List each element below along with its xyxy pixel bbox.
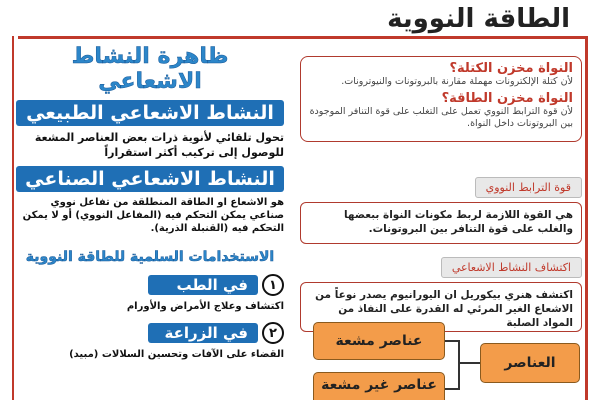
natural-radioactivity-banner: النشاط الاشعاعي الطبيعي bbox=[16, 100, 284, 126]
elements-connector-top bbox=[445, 340, 460, 342]
use-title-agriculture: في الزراعة bbox=[148, 323, 258, 343]
non-radioactive-elements-box: عناصر غير مشعة bbox=[313, 372, 445, 400]
natural-radioactivity-text: تحول تلقائي لأنوية ذرات بعض العناصر المشعة للوصول إلى تركيب أكثر استقراراً bbox=[34, 131, 284, 159]
nucleus-energy-question: النواة مخزن الطاقة؟ bbox=[441, 91, 573, 106]
elements-root-box: العناصر bbox=[480, 343, 580, 383]
peaceful-uses-heading: الاستخدامات السلمية للطاقة النووية bbox=[25, 249, 275, 265]
nucleus-mass-question: النواة مخزن الكتلة؟ bbox=[449, 61, 573, 76]
radioactive-elements-box: عناصر مشعة bbox=[313, 322, 445, 360]
radioactivity-heading: ظاهرة النشاط الاشعاعي bbox=[71, 44, 229, 94]
use-title-medicine: في الطب bbox=[148, 275, 258, 295]
right-border-line bbox=[585, 36, 588, 400]
binding-force-text: هي القوة اللازمة لربط مكونات النواة ببعضها والغلب على قوة التنافر بين البروتونات. bbox=[300, 202, 582, 244]
elements-connector-bottom bbox=[445, 388, 460, 390]
elements-connector-h bbox=[460, 362, 480, 364]
nucleus-qa-box bbox=[300, 56, 582, 142]
use-text-medicine: اكتشاف وعلاج الأمراض والأورام bbox=[126, 301, 284, 312]
nucleus-mass-answer: لأن كتلة الإلكترونات مهملة مقارنة بالبروتونات والنيوترونات. bbox=[341, 76, 573, 87]
radioactivity-discovery-text: اكتشف هنري بيكوريل ان اليورانيوم يصدر نوعاً من الاشعاع الغير المرئي له القدرة على النفاذ من المواد الصلبة bbox=[300, 282, 582, 332]
number-badge: ٢ bbox=[262, 322, 284, 344]
artificial-radioactivity-text: هو الاشعاع او الطاقة المنطلقة من تفاعل نووي صناعي يمكن التحكم فيه (المفاعل النووي) أو لا يمكن التحكم فيه (القنبلة الذرية). bbox=[22, 197, 284, 234]
right-column bbox=[300, 56, 582, 332]
number-badge: ١ bbox=[262, 274, 284, 296]
binding-force-label: قوة الترابط النووي bbox=[475, 177, 582, 198]
use-item-agriculture bbox=[16, 321, 284, 345]
nucleus-energy-answer: لأن قوة الترابط النووي تعمل على التغلب على قوة التنافر الموجودة بين البروتونات داخل النواة. bbox=[309, 106, 573, 129]
left-column bbox=[16, 44, 284, 361]
artificial-radioactivity-banner: النشاط الاشعاعي الصناعي bbox=[16, 166, 284, 192]
title-underline bbox=[18, 36, 588, 39]
left-border-line bbox=[12, 36, 14, 400]
radioactivity-discovery-label: اكتشاف النشاط الاشعاعي bbox=[441, 257, 582, 278]
use-text-agriculture: القضاء على الآفات وتحسين السلالات (مبيد) bbox=[69, 349, 284, 360]
page-title: الطاقة النووية bbox=[387, 4, 570, 34]
use-item-medicine bbox=[16, 273, 284, 297]
elements-connector-v bbox=[458, 340, 460, 390]
